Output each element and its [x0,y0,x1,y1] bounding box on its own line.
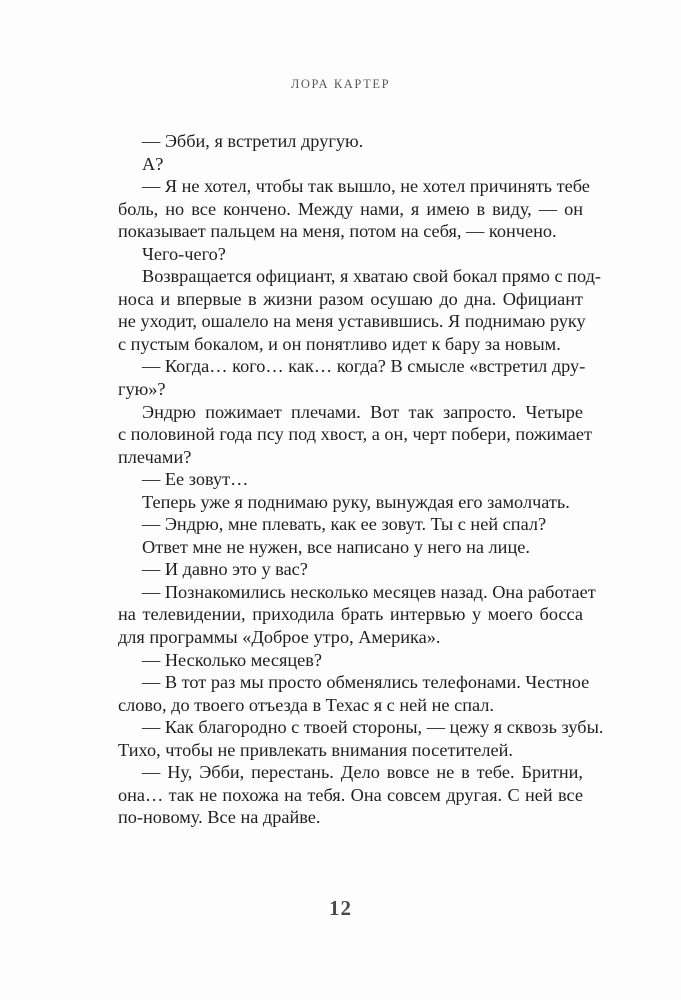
text-line: А? [142,153,164,174]
text-line: не уходит, ошалело на меня уставившись. Я поднимаю руку [118,311,586,332]
text-line: Возвращается официант, я хватаю свой бокал прямо с под- [142,266,601,287]
text-line: Тихо, чтобы не привлекать внимания посетителей. [118,739,514,760]
running-head: ЛОРА КАРТЕР [290,77,391,91]
text-line: Эндрю пожимает плечами. Вот так запросто. Четыре [142,401,583,422]
text-line: — Ее зовут… [142,469,249,490]
text-line: — И давно это у вас? [142,559,308,580]
text-line: — В тот раз мы просто обменялись телефонами. Честное [142,672,590,693]
text-line: на телевидении, приходила брать интервью у моего босса [118,604,583,625]
text-line: — Ну, Эбби, перестань. Дело вовсе не в тебе. Бритни, [142,762,583,783]
text-line: Ответ мне не нужен, все написано у него на лице. [142,536,530,557]
text-line: боль, но все кончено. Между нами, я имею в виду, — он [118,198,583,219]
text-line: — Я не хотел, чтобы так вышло, не хотел причинять тебе [142,176,590,197]
text-line: плечами? [118,446,192,467]
page-number: 12 [329,896,352,920]
text-line: — Как благородно с твоей стороны, — цежу я сквозь зубы. [142,717,604,738]
text-line: — Несколько месяцев? [142,649,323,670]
text-line: Чего-чего? [142,243,226,264]
text-line: слово, до твоего отъезда в Техас я с ней не спал. [118,694,494,715]
body-text [118,130,604,829]
text-line: Теперь уже я поднимаю руку, вынуждая его замолчать. [142,491,570,512]
text-line: она… так не похожа на тебя. Она совсем другая. С ней все [118,784,583,805]
text-line: гую»? [118,379,166,400]
text-line: — Эбби, я встретил другую. [142,131,364,151]
text-line: — Познакомились несколько месяцев назад. Она работает [142,581,596,602]
text-line: — Эндрю, мне плевать, как ее зовут. Ты с ней спал? [142,514,547,535]
text-line: по-новому. Все на драйве. [118,807,321,828]
text-line: показывает пальцем на меня, потом на себя, — кончено. [118,221,557,242]
text-line: с половиной года псу под хвост, а он, черт побери, пожимает [118,424,592,445]
text-line: — Когда… кого… как… когда? В смысле «встретил дру- [142,356,586,377]
text-line: для программы «Доброе утро, Америка». [118,627,441,648]
text-line: носа и впервые в жизни разом осушаю до дна. Официант [118,288,583,309]
text-line: с пустым бокалом, и он понятливо идет к бару за новым. [118,333,561,354]
